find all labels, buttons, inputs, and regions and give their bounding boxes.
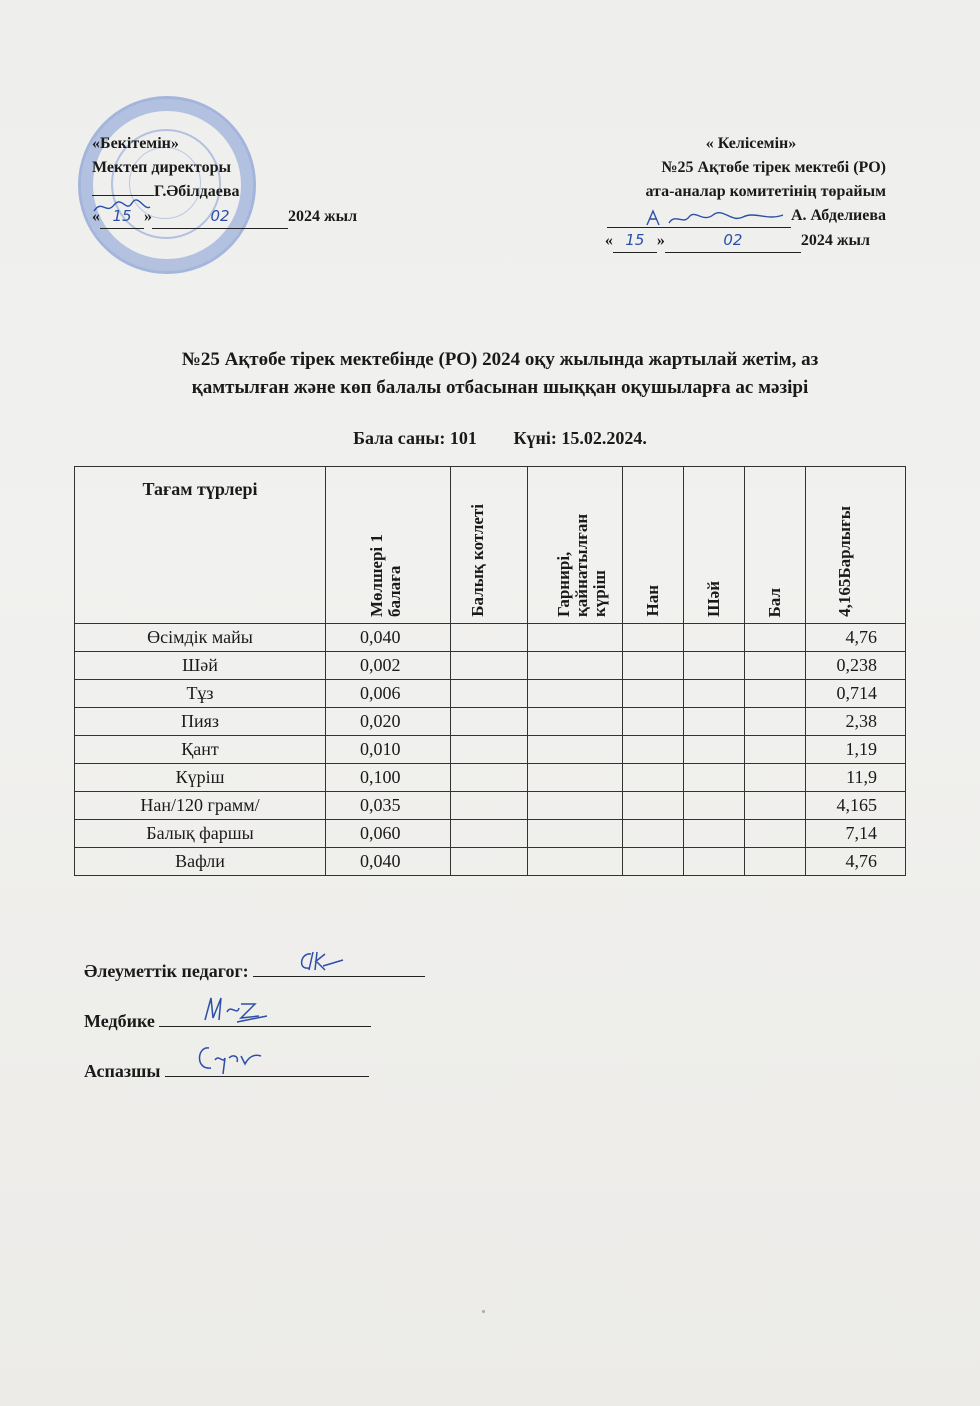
nurse-line	[159, 1008, 371, 1027]
header-quantity: Мөлшері 1 балаға	[326, 467, 451, 624]
right-approval-name: А. Абделиева	[790, 207, 886, 224]
cook-label: Аспазшы	[84, 1061, 161, 1081]
right-approval-block: « Келісемін» №25 Ақтөбе тірек мектебі (РО) ата-аналар комитетінің төрайым А. Абделиева « 15 » 02 2024 жыл	[576, 132, 886, 253]
cook-line	[165, 1058, 369, 1077]
table-row: Нан/120 грамм/ 0,035 4,165	[75, 792, 906, 820]
table-row: Өсімдік майы 0,040 4,76	[75, 624, 906, 652]
social-pedagogue-label: Әлеуметтік педагог:	[84, 961, 249, 981]
cook-signature-mark	[193, 1042, 263, 1076]
menu-date: Күні: 15.02.2024.	[513, 428, 647, 448]
social-pedagogue-signature-mark	[295, 948, 345, 976]
table-row: Пияз 0,020 2,38	[75, 708, 906, 736]
right-approval-heading: « Келісемін»	[705, 135, 797, 152]
header-honey: Бал	[745, 467, 806, 624]
table-row: Күріш 0,100 11,9	[75, 764, 906, 792]
director-signature-line	[92, 195, 154, 196]
table-header-row	[75, 467, 906, 624]
director-signature	[92, 197, 152, 217]
social-pedagogue-line	[253, 958, 425, 977]
right-approval-line2: ата-аналар комитетінің төрайым	[645, 183, 886, 200]
nurse-signature-mark	[201, 994, 271, 1026]
right-approval-month: 02	[665, 228, 801, 253]
right-approval-line1: №25 Ақтөбе тірек мектебі (РО)	[661, 159, 886, 176]
table-row: Вафли 0,040 4,76	[75, 848, 906, 876]
children-count: Бала саны: 101	[353, 428, 477, 448]
header-garnish-rice: Гарнирі, қайнатылған күріш	[528, 467, 623, 624]
right-approval-day: 15	[613, 228, 657, 253]
social-pedagogue-signature	[84, 958, 425, 982]
left-approval-day: 15	[100, 204, 144, 229]
table-row: Тұз 0,006 0,714	[75, 680, 906, 708]
document-title	[90, 346, 910, 402]
table-row: Қант 0,010 1,19	[75, 736, 906, 764]
title-line-1: №25 Ақтөбе тірек мектебінде (РО) 2024 оқу жылында жартылай жетім, аз	[181, 349, 819, 370]
table-row: Балық фаршы 0,060 7,14	[75, 820, 906, 848]
header-bread: Нан	[623, 467, 684, 624]
chair-signature-line	[607, 207, 791, 228]
title-line-2: қамтылған және көп балалы отбасынан шыққан оқушыларға ас мәзірі	[191, 377, 809, 398]
cook-signature	[84, 1058, 369, 1082]
left-approval-role: Мектеп директоры	[92, 159, 231, 176]
nurse-label: Медбике	[84, 1011, 155, 1031]
header-fish-cutlet: Балық котлеті	[451, 467, 528, 624]
left-approval-month: 02	[152, 204, 288, 229]
nurse-signature	[84, 1008, 371, 1032]
document-meta	[90, 428, 910, 449]
menu-table	[74, 466, 906, 876]
left-approval-heading: «Бекітемін»	[92, 135, 179, 152]
header-tea: Шәй	[684, 467, 745, 624]
header-total: 4,165Барлығы	[806, 467, 906, 624]
header-food-types: Тағам түрлері	[75, 467, 326, 624]
table-row: Шәй 0,002 0,238	[75, 652, 906, 680]
left-approval-name: Г.Әбілдаева	[154, 183, 240, 200]
left-approval-year: 2024 жыл	[288, 208, 358, 225]
left-approval-block: «Бекітемін» Мектеп директоры Г.Әбілдаева « 15 » 02 2024 жыл	[92, 132, 357, 229]
chair-signature	[643, 207, 793, 229]
right-approval-year: 2024 жыл	[800, 232, 870, 249]
